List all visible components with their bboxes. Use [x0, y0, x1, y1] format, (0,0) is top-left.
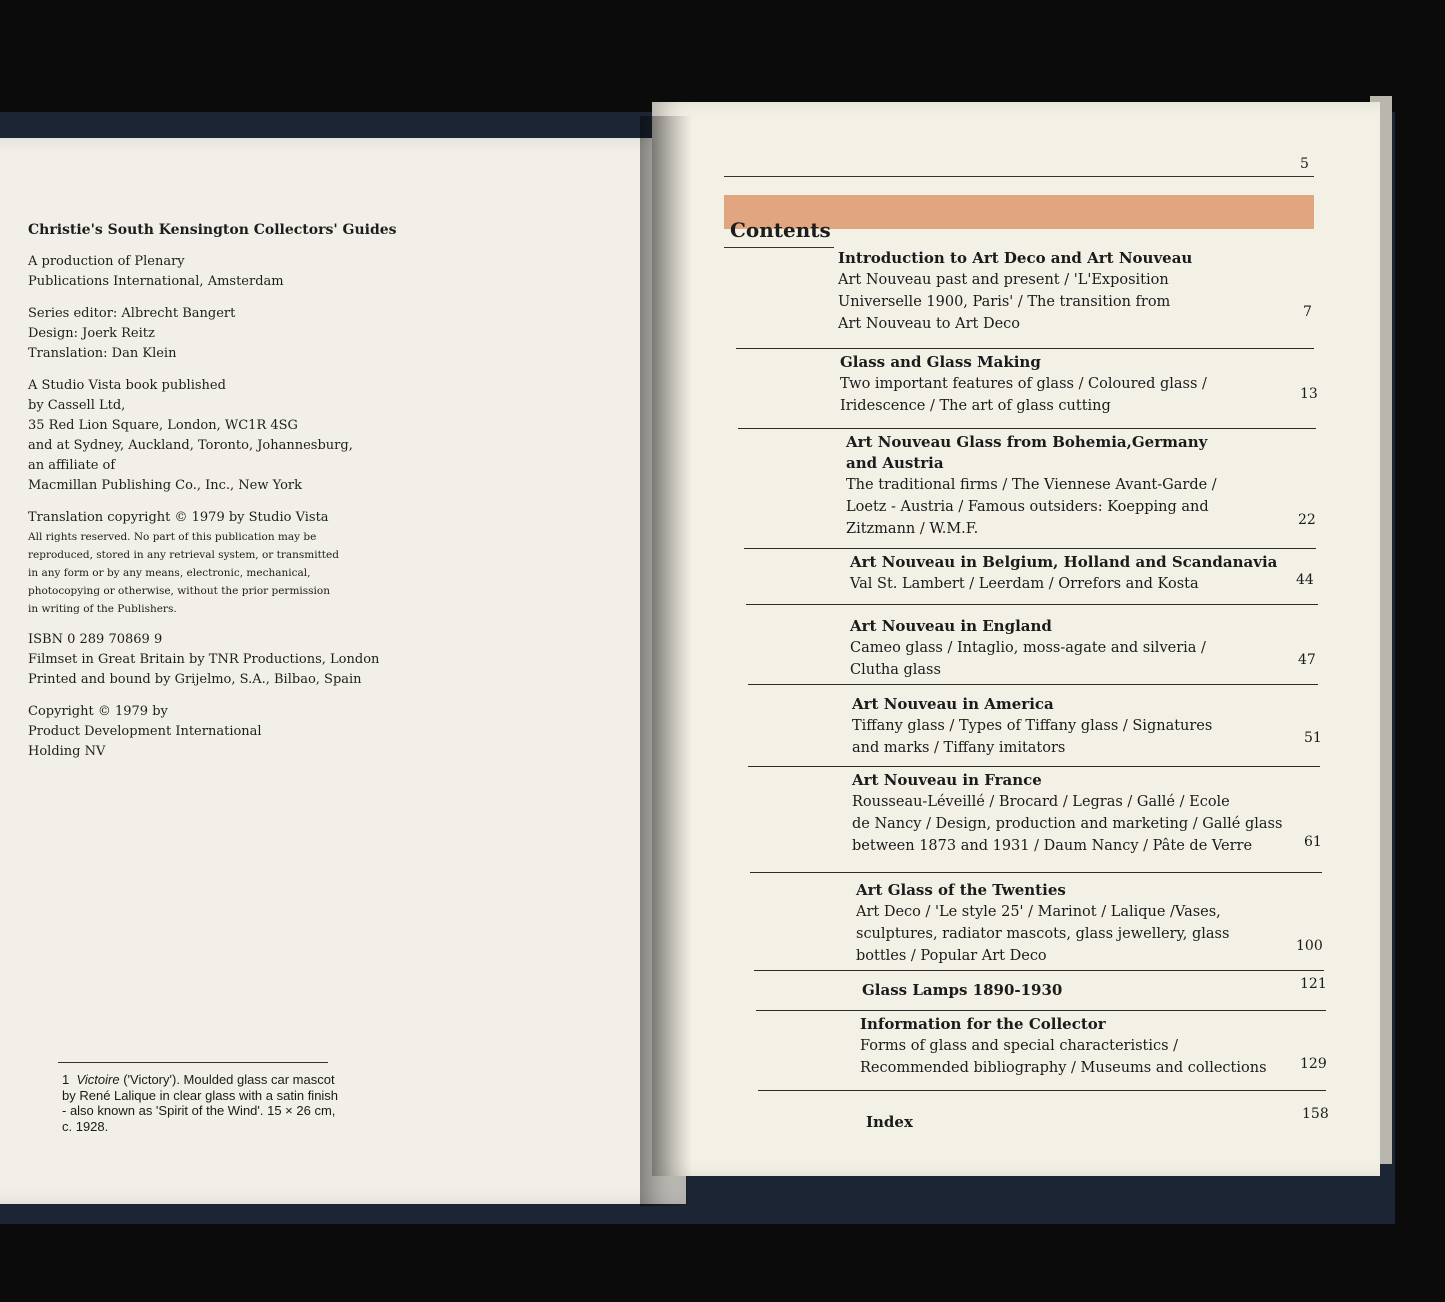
series-editor: Series editor: Albrecht Bangert: [28, 306, 236, 321]
toc-entry-title: Glass and Glass Making: [840, 353, 1041, 371]
toc-entry-sub: Tiffany glass / Types of Tiffany glass / Signatures: [852, 718, 1213, 734]
toc-entry-sub: Val St. Lambert / Leerdam / Orrefors and Kosta: [850, 576, 1199, 592]
toc-entry-title: Index: [866, 1113, 913, 1131]
toc-entry-page: 13: [1300, 386, 1318, 402]
rights-line-4: photocopying or otherwise, without the prior permission: [28, 585, 330, 597]
toc-entry-page: 121: [1300, 976, 1327, 992]
toc-entry-title-cont: and Austria: [846, 454, 944, 472]
toc-entry-sub: Loetz - Austria / Famous outsiders: Koepping and: [846, 499, 1209, 515]
rights-line-3: in any form or by any means, electronic, mechanical,: [28, 567, 311, 579]
toc-entry-sub: bottles / Popular Art Deco: [856, 948, 1047, 964]
toc-entry-title: Information for the Collector: [860, 1015, 1106, 1033]
toc-entry: [856, 880, 1322, 967]
toc-entry-page: 61: [1304, 834, 1322, 850]
series-title: Christie's South Kensington Collectors' Guides: [28, 222, 397, 238]
toc-entry-sub: de Nancy / Design, production and marketing / Gallé glass: [852, 816, 1283, 832]
toc-entry-page: 7: [1303, 304, 1312, 320]
printed-line: Printed and bound by Grijelmo, S.A., Bilbao, Spain: [28, 672, 362, 687]
page-number: 5: [1300, 156, 1309, 172]
copyright-line-1: Copyright © 1979 by: [28, 704, 168, 719]
contents-heading: Contents: [730, 218, 831, 242]
publisher-line-1: A Studio Vista book published: [28, 378, 226, 393]
toc-entry-sub: Forms of glass and special characteristics /: [860, 1038, 1179, 1054]
publisher-line-2: by Cassell Ltd,: [28, 398, 126, 413]
toc-rule: [744, 548, 1316, 549]
caption-rule: [58, 1062, 328, 1063]
toc-entry-sub: Universelle 1900, Paris' / The transition from: [838, 294, 1171, 310]
toc-rule: [746, 604, 1318, 605]
rights-line-2: reproduced, stored in any retrieval system, or transmitted: [28, 549, 339, 561]
figure-caption: [62, 1072, 342, 1134]
toc-rule: [750, 872, 1322, 873]
toc-entry: [860, 1014, 1330, 1079]
toc-entry-page: 22: [1298, 512, 1316, 528]
rights-line-5: in writing of the Publishers.: [28, 603, 177, 615]
publisher-line-5: an affiliate of: [28, 458, 116, 473]
toc-rule: [756, 1010, 1326, 1011]
toc-entry-sub: Recommended bibliography / Museums and collections: [860, 1060, 1267, 1076]
design-credit: Design: Joerk Reitz: [28, 326, 155, 341]
toc-entry-title: Introduction to Art Deco and Art Nouveau: [838, 249, 1193, 267]
toc-entry-page: 47: [1298, 652, 1316, 668]
translation-credit: Translation: Dan Klein: [28, 346, 177, 361]
header-rule: [724, 176, 1314, 177]
caption-title: Victoire: [76, 1072, 120, 1087]
toc-rule: [754, 970, 1324, 971]
toc-entry-sub: Rousseau-Léveillé / Brocard / Legras / Gallé / Ecole: [852, 794, 1230, 810]
toc-entry-sub: Cameo glass / Intaglio, moss-agate and silveria /: [850, 640, 1206, 656]
toc-entry-sub: The traditional firms / The Viennese Avant-Garde /: [846, 477, 1217, 493]
translation-copyright: Translation copyright © 1979 by Studio Vista: [28, 510, 329, 525]
toc-entry-sub: between 1873 and 1931 / Daum Nancy / Pâte de Verre: [852, 838, 1253, 854]
toc-entry-sub: Art Nouveau to Art Deco: [838, 316, 1021, 332]
toc-entry: [840, 352, 1318, 417]
toc-entry: [866, 1106, 1332, 1133]
toc-rule: [748, 684, 1318, 685]
toc-entry-title: Glass Lamps 1890-1930: [862, 981, 1063, 999]
toc-entry-sub: Two important features of glass / Coloured glass /: [840, 376, 1207, 392]
caption-text: ('Victory'). Moulded glass car mascot by René Lalique in clear glass with a satin finish - also known as 'Spirit of the Wind'. 15 × 26 cm, c. 1928.: [62, 1072, 339, 1134]
toc-entry: [838, 248, 1312, 335]
copyright-line-2: Product Development International: [28, 724, 262, 739]
toc-entry-title: Art Nouveau in France: [852, 771, 1042, 789]
spine-shadow: [640, 116, 692, 1206]
toc-entry-title: Art Nouveau in America: [852, 695, 1054, 713]
copyright-line-3: Holding NV: [28, 744, 106, 759]
toc-entry-sub: Iridescence / The art of glass cutting: [840, 398, 1111, 414]
publisher-line-4: and at Sydney, Auckland, Toronto, Johannesburg,: [28, 438, 353, 453]
toc-entry-sub: Zitzmann / W.M.F.: [846, 521, 979, 537]
toc-entry-page: 158: [1302, 1106, 1329, 1122]
toc-entry-page: 100: [1296, 938, 1323, 954]
caption-number: 1: [62, 1072, 70, 1087]
toc-entry-page: 44: [1296, 572, 1314, 588]
imprint-block: [28, 222, 448, 762]
toc-entry: [852, 694, 1322, 759]
contents-underline: [724, 247, 834, 248]
toc-entry-sub: sculptures, radiator mascots, glass jewellery, glass: [856, 926, 1230, 942]
toc-entry-sub: Art Nouveau past and present / 'L'Exposition: [838, 272, 1169, 288]
filmset-line: Filmset in Great Britain by TNR Productions, London: [28, 652, 380, 667]
toc-entry-page: 129: [1300, 1056, 1327, 1072]
production-line-1: A production of Plenary: [28, 254, 185, 269]
toc-entry-sub: Clutha glass: [850, 662, 941, 678]
toc-rule: [758, 1090, 1326, 1091]
publisher-line-6: Macmillan Publishing Co., Inc., New York: [28, 478, 303, 493]
toc-entry-sub: and marks / Tiffany imitators: [852, 740, 1066, 756]
toc-rule: [738, 428, 1316, 429]
toc-rule: [736, 348, 1314, 349]
toc-entry-title: Art Nouveau in Belgium, Holland and Scandanavia: [850, 553, 1278, 571]
toc-entry: [846, 432, 1316, 540]
publisher-line-3: 35 Red Lion Square, London, WC1R 4SG: [28, 418, 298, 433]
production-line-2: Publications International, Amsterdam: [28, 274, 284, 289]
toc-entry: [850, 616, 1316, 681]
toc-entry-title: Art Nouveau Glass from Bohemia,Germany: [846, 433, 1208, 451]
toc-rule: [748, 766, 1320, 767]
toc-entry: [862, 976, 1328, 1001]
toc-entry: [852, 770, 1322, 857]
toc-entry: [850, 552, 1316, 595]
isbn: ISBN 0 289 70869 9: [28, 632, 163, 647]
toc-entry-sub: Art Deco / 'Le style 25' / Marinot / Lalique /Vases,: [856, 904, 1221, 920]
toc-entry-title: Art Glass of the Twenties: [856, 881, 1066, 899]
toc-entry-title: Art Nouveau in England: [850, 617, 1052, 635]
rights-line-1: All rights reserved. No part of this publication may be: [28, 531, 317, 543]
toc-entry-page: 51: [1304, 730, 1322, 746]
